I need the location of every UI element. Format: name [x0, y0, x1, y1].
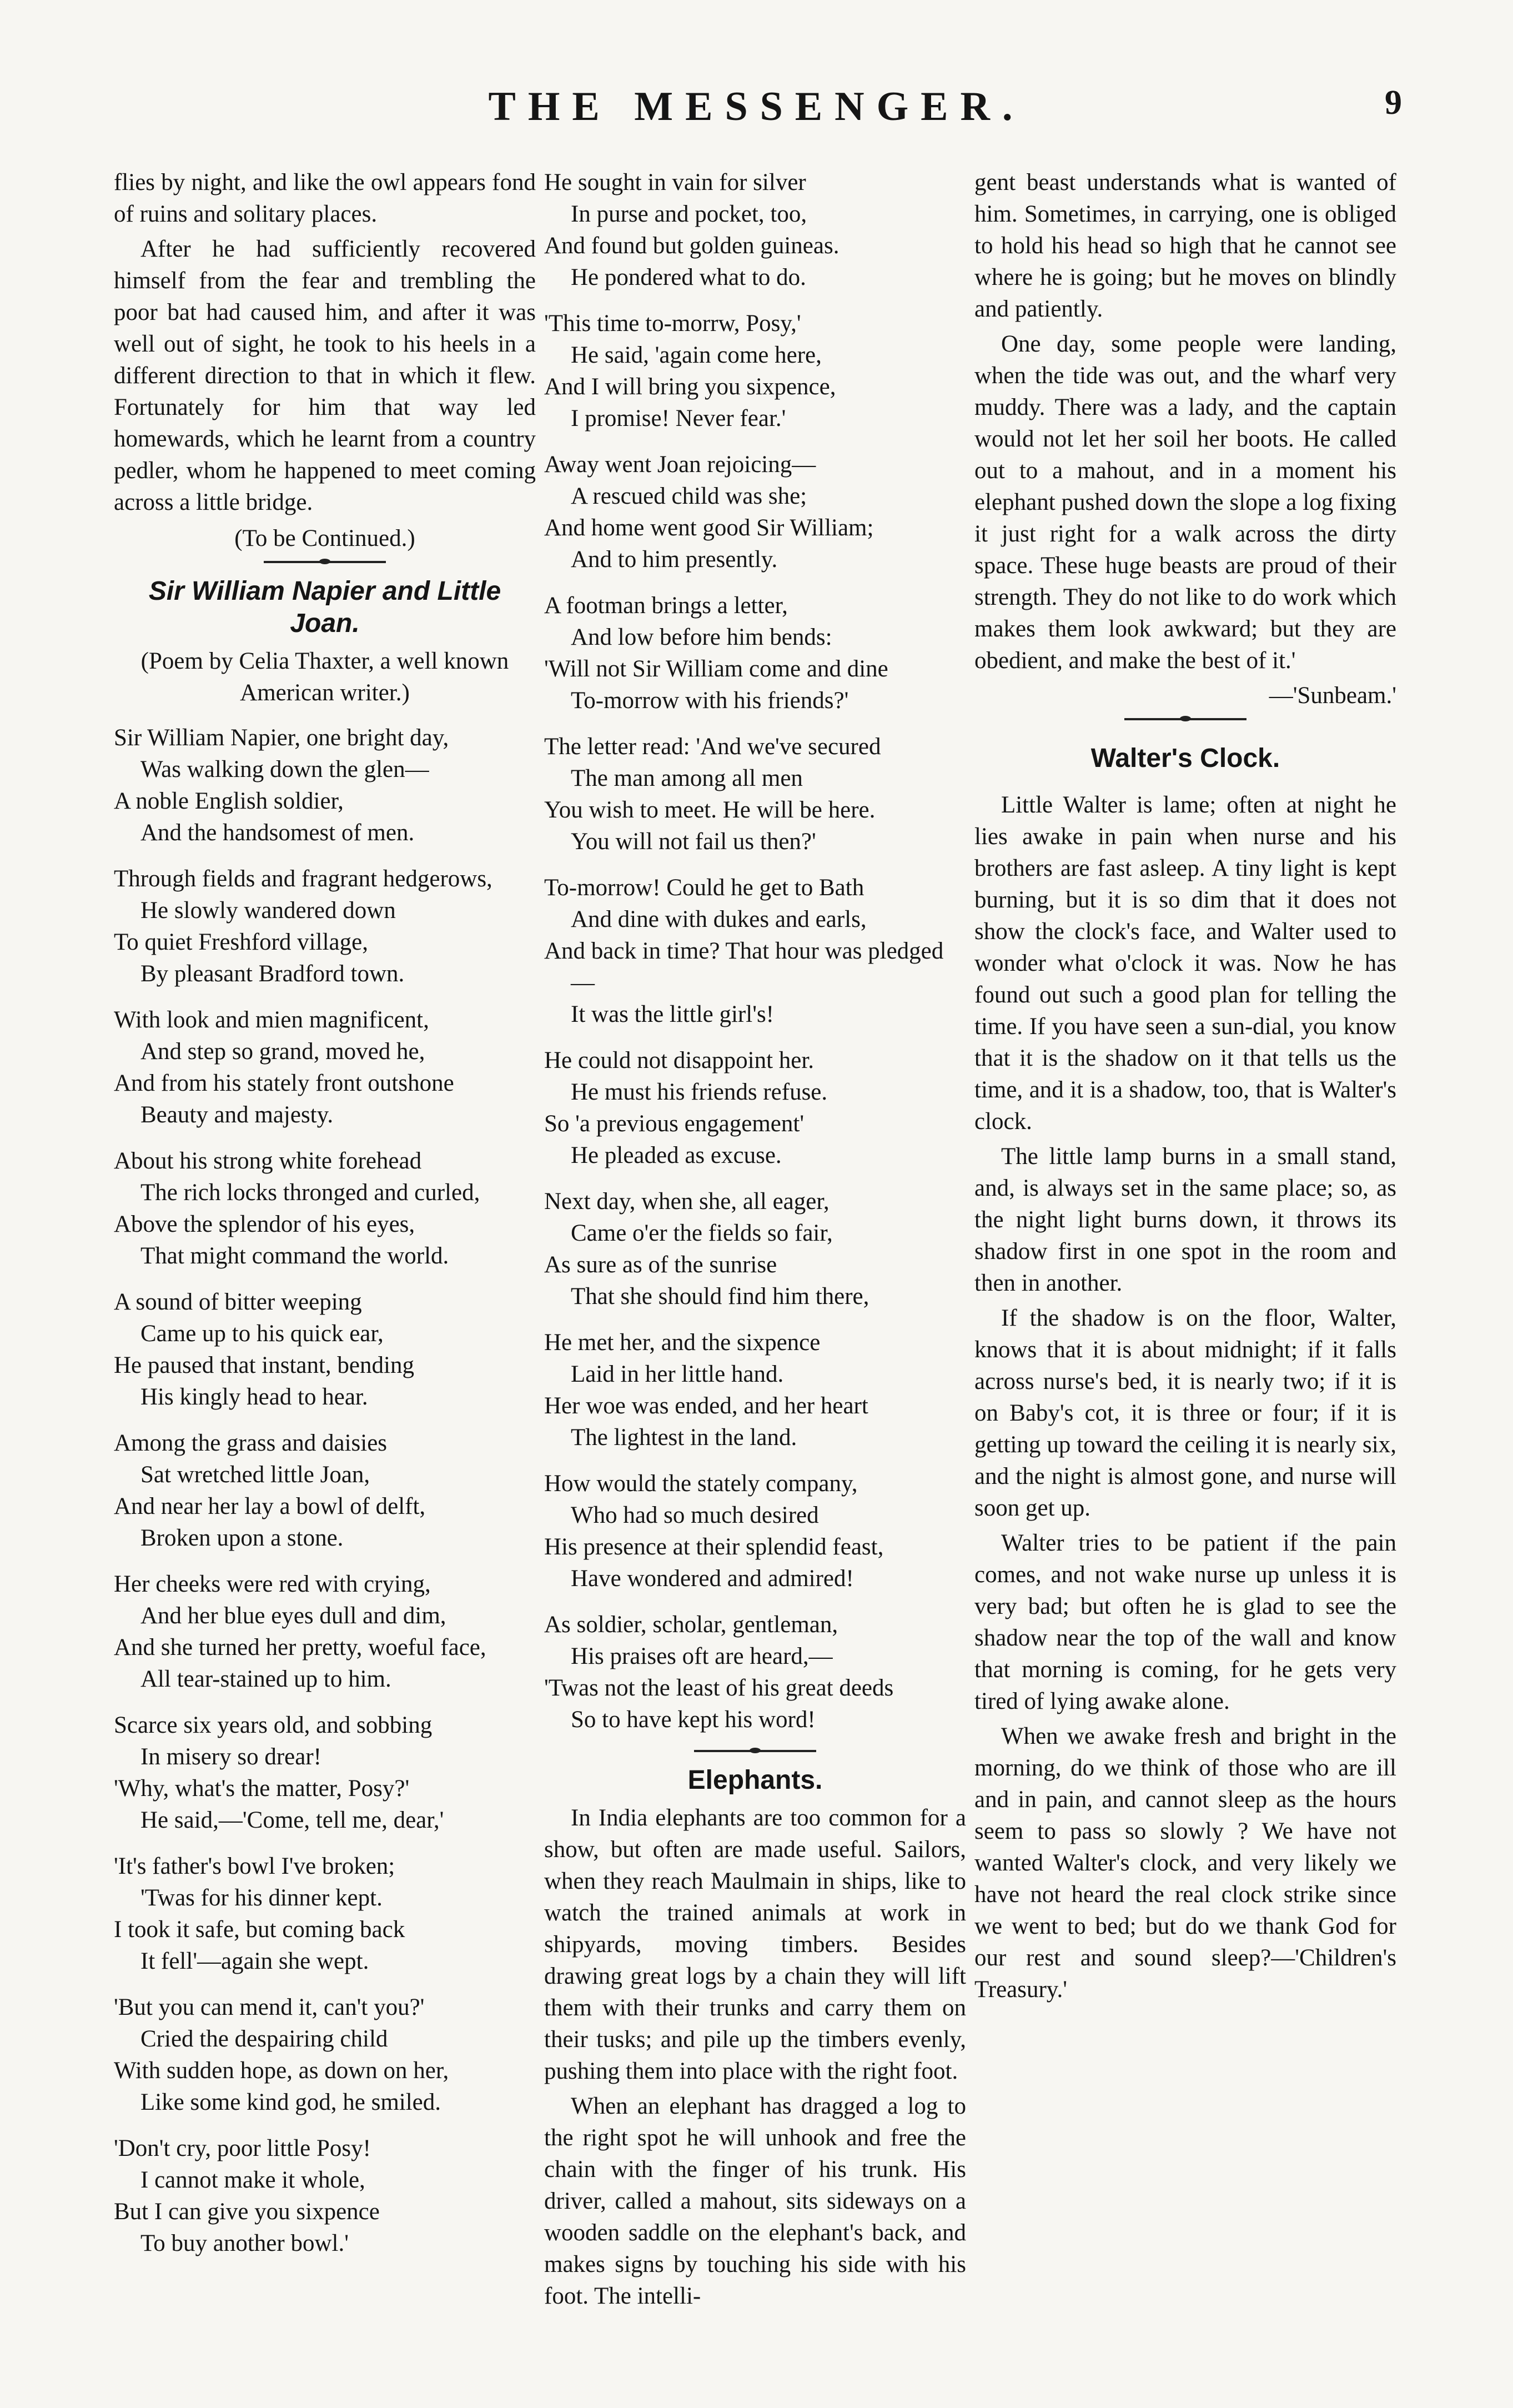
- poem-line: Scarce six years old, and sobbing: [114, 1712, 433, 1738]
- article-paragraph: If the shadow is on the floor, Walter, knows that it is about midnight; if it falls across nurse's bed, it is nearly two; if it is on Baby's cot, it is three or four; if it is getting up toward the ceiling it is nearly six, and the night is almost gone, and nurse will soon get up.: [974, 1305, 1396, 1521]
- poem-line: A noble English soldier,: [114, 788, 344, 814]
- column-1: [114, 167, 536, 2274]
- poem-line: He pleaded as excuse.: [571, 1142, 782, 1168]
- poem-line: His presence at their splendid feast,: [544, 1534, 884, 1560]
- poem-line: He met her, and the sixpence: [544, 1330, 821, 1356]
- poem-line: 'It's father's bowl I've broken;: [114, 1853, 395, 1879]
- article-paragraph: When an elephant has dragged a log to the right spot he will unhook and free the chain with the finger of his trunk. His driver, called a mahout, sits sideways on a wooden saddle on the elephant's back, and makes signs by touching his side with his foot. The intelli-: [544, 2093, 966, 2309]
- poem-line: Was walking down the glen—: [140, 756, 429, 782]
- poem-line: A footman brings a letter,: [544, 593, 788, 619]
- story-paragraph: After he had sufficiently recovered himself from the fear and trembling the poor bat had caused him, and after it was well out of sight, he took to his heels in a different direction to that in which it flew. Fortunately for him that way led homewards, which he learnt from a country pedler, whom he happened to meet coming across a little bridge.: [114, 236, 536, 515]
- poem-line: You wish to meet. He will be here.: [544, 797, 876, 823]
- poem-line: Her woe was ended, and her heart: [544, 1393, 868, 1419]
- poem-stanza: [544, 308, 966, 434]
- section-divider: [1124, 718, 1246, 720]
- poem-body: [114, 722, 536, 2259]
- poem-body-continued: [544, 167, 966, 1735]
- poem-line: He paused that instant, bending: [114, 1352, 414, 1378]
- poem-line: About his strong white forehead: [114, 1148, 422, 1174]
- article-paragraph: The little lamp burns in a small stand, and, is always set in the same place; so, as the night light burns down, it throws its shadow first in one spot in the room and then in another.: [974, 1143, 1396, 1296]
- poem-line: But I can give you sixpence: [114, 2199, 380, 2225]
- poem-stanza: [544, 1468, 966, 1594]
- section-divider: [694, 1750, 816, 1752]
- poem-stanza: [114, 1991, 536, 2118]
- article-title-elephants: Elephants.: [687, 1765, 823, 1795]
- poem-stanza: [544, 1609, 966, 1735]
- poem-line: Away went Joan rejoicing—: [544, 452, 816, 478]
- poem-line: All tear-stained up to him.: [140, 1666, 391, 1692]
- poem-line: Beauty and majesty.: [140, 1102, 334, 1128]
- poem-line: His kingly head to hear.: [140, 1384, 368, 1410]
- poem-line: By pleasant Bradford town.: [140, 961, 405, 987]
- poem-stanza: [114, 1709, 536, 1836]
- poem-line: 'Twas for his dinner kept.: [140, 1885, 383, 1911]
- poem-line: Cried the despairing child: [140, 2026, 388, 2052]
- poem-line: 'This time to-morrw, Posy,': [544, 310, 801, 337]
- poem-stanza: [114, 1568, 536, 1695]
- poem-line: With sudden hope, as down on her,: [114, 2058, 449, 2084]
- section-divider: [264, 561, 386, 563]
- poem-line: I promise! Never fear.': [571, 405, 786, 432]
- poem-line: The man among all men: [571, 765, 803, 791]
- poem-stanza: [114, 1850, 536, 1977]
- poem-line: And low before him bends:: [571, 624, 832, 650]
- poem-line: It was the little girl's!: [571, 1001, 775, 1027]
- poem-stanza: [544, 167, 966, 293]
- poem-line: I took it safe, but coming back: [114, 1917, 405, 1943]
- poem-stanza: [114, 1004, 536, 1131]
- poem-line: 'Don't cry, poor little Posy!: [114, 2135, 371, 2161]
- poem-line: Who had so much desired: [571, 1502, 819, 1528]
- to-be-continued: (To be Continued.): [234, 525, 415, 551]
- poem-line: And the handsomest of men.: [140, 820, 415, 846]
- article-paragraph: One day, some people were landing, when the tide was out, and the wharf very muddy. There was a lady, and the captain would not let her soil her boots. He called out to a mahout, and in a moment his elephant pushed down the slope a log fixing it just right for a walk across the dirty space. These huge beasts are proud of their strength. They do not like to do work which makes them look awkward; but they are obedient, and make the best of it.': [974, 331, 1396, 674]
- poem-line: He said,—'Come, tell me, dear,': [140, 1807, 444, 1833]
- poem-line: He slowly wandered down: [140, 897, 396, 924]
- poem-line: And she turned her pretty, woeful face,: [114, 1634, 486, 1660]
- poem-line: And I will bring you sixpence,: [544, 374, 836, 400]
- poem-line: To-morrow! Could he get to Bath: [544, 875, 864, 901]
- poem-line: Broken upon a stone.: [140, 1525, 344, 1551]
- poem-line: And home went good Sir William;: [544, 515, 874, 541]
- poem-line: 'Will not Sir William come and dine: [544, 656, 888, 682]
- poem-line: A sound of bitter weeping: [114, 1289, 362, 1315]
- poem-line: With look and mien magnificent,: [114, 1007, 429, 1033]
- poem-line: And from his stately front outshone: [114, 1070, 454, 1096]
- poem-line: Have wondered and admired!: [571, 1566, 854, 1592]
- article-title-walters-clock: Walter's Clock.: [1090, 744, 1280, 773]
- poem-line: In misery so drear!: [140, 1744, 321, 1770]
- poem-line: As sure as of the sunrise: [544, 1252, 777, 1278]
- running-head: THE MESSENGER.: [488, 84, 1025, 129]
- poem-line: It fell'—again she wept.: [140, 1948, 369, 1974]
- poem-line: The letter read: 'And we've secured: [544, 734, 881, 760]
- poem-line: A rescued child was she;: [571, 483, 807, 509]
- poem-line: So 'a previous engagement': [544, 1111, 805, 1137]
- poem-stanza: [114, 863, 536, 990]
- poem-stanza: [544, 731, 966, 857]
- article-source: —'Sunbeam.': [1269, 683, 1396, 709]
- poem-line: I cannot make it whole,: [140, 2167, 365, 2193]
- poem-line: 'But you can mend it, can't you?': [114, 1994, 425, 2020]
- poem-stanza: [114, 1286, 536, 1413]
- poem-line: To-morrow with his friends?': [571, 688, 849, 714]
- poem-line: He sought in vain for silver: [544, 169, 806, 195]
- poem-line: 'Twas not the least of his great deeds: [544, 1675, 894, 1701]
- poem-line: Above the splendor of his eyes,: [114, 1211, 415, 1237]
- poem-stanza: [544, 449, 966, 575]
- poem-note: (Poem by Celia Thaxter, a well known American writer.): [140, 648, 509, 706]
- poem-line: He pondered what to do.: [571, 264, 806, 290]
- poem-line: And back in time? That hour was pledged—: [544, 938, 944, 996]
- article-paragraph: gent beast understands what is wanted of him. Sometimes, in carrying, one is obliged to hold his head so high that he cannot see where he is going; but he moves on blindly and patiently.: [974, 169, 1396, 322]
- poem-line: Her cheeks were red with crying,: [114, 1571, 431, 1597]
- poem-stanza: [544, 1327, 966, 1453]
- poem-line: The lightest in the land.: [571, 1424, 797, 1451]
- poem-line: Sat wretched little Joan,: [140, 1462, 370, 1488]
- poem-line: He could not disappoint her.: [544, 1047, 815, 1073]
- poem-line: How would the stately company,: [544, 1471, 858, 1497]
- poem-line: Like some kind god, he smiled.: [140, 2089, 441, 2115]
- column-2: [544, 167, 966, 2315]
- poem-line: And step so grand, moved he,: [140, 1039, 425, 1065]
- poem-line: So to have kept his word!: [571, 1707, 816, 1733]
- poem-line: Among the grass and daisies: [114, 1430, 388, 1456]
- article-paragraph: When we awake fresh and bright in the morning, do we think of those who are ill and in pain, and cannot sleep as the hours seem to pass so slowly ? We have not wanted Walter's clock, and very likely we have not heard the real clock strike since we went to bed; but do we thank God for our rest and sound sleep?—'Children's Treasury.': [974, 1723, 1396, 2003]
- poem-line: That she should find him there,: [571, 1283, 869, 1310]
- poem-stanza: [114, 1427, 536, 1554]
- poem-line: And found but golden guineas.: [544, 233, 840, 259]
- poem-line: To quiet Freshford village,: [114, 929, 368, 955]
- poem-line: 'Why, what's the matter, Posy?': [114, 1775, 410, 1802]
- poem-line: Came o'er the fields so fair,: [571, 1220, 833, 1246]
- poem-line: Sir William Napier, one bright day,: [114, 725, 449, 751]
- article-paragraph: In India elephants are too common for a show, but often are made useful. Sailors, when they reach Maulmain in ships, like to watch the trained animals at work in shipyards, moving timbers. Besides drawing great logs by a chain they will lift them with their trunks and carry them on their tusks; and pile up the timbers evenly, pushing them into place with the right foot.: [544, 1805, 966, 2084]
- poem-stanza: [114, 2133, 536, 2259]
- poem-line: The rich locks thronged and curled,: [140, 1180, 480, 1206]
- story-paragraph: flies by night, and like the owl appears fond of ruins and solitary places.: [114, 169, 536, 227]
- article-paragraph: Little Walter is lame; often at night he lies awake in pain when nurse and his brothers are fast asleep. A tiny light is kept burning, but it is so dim that it does not show the clock's face, and Walter used to wonder what o'clock it was. Now he has found out such a good plan for telling the time. If you have seen a sun-dial, you know that it is the shadow on it that tells us the time, and it is a shadow, too, that is Walter's clock.: [974, 792, 1396, 1135]
- poem-stanza: [114, 1145, 536, 1272]
- poem-line: You will not fail us then?': [571, 829, 816, 855]
- poem-line: And dine with dukes and earls,: [571, 906, 867, 932]
- poem-line: Next day, when she, all eager,: [544, 1188, 830, 1215]
- poem-line: His praises oft are heard,—: [571, 1643, 833, 1669]
- poem-line: And to him presently.: [571, 546, 778, 573]
- poem-stanza: [114, 722, 536, 849]
- poem-stanza: [544, 1045, 966, 1171]
- poem-line: He must his friends refuse.: [571, 1079, 828, 1105]
- poem-stanza: [544, 1186, 966, 1312]
- page-number: 9: [1385, 84, 1402, 122]
- poem-line: And near her lay a bowl of delft,: [114, 1493, 426, 1519]
- poem-line: Laid in her little hand.: [571, 1361, 784, 1387]
- poem-title: Sir William Napier and Little Joan.: [148, 576, 501, 638]
- article-paragraph: Walter tries to be patient if the pain comes, and not wake nurse up unless it is very bad; but often he is glad to see the shadow near the top of the wall and know that morning is coming, for he gets very tired of lying awake alone.: [974, 1530, 1396, 1714]
- poem-stanza: [544, 872, 966, 1030]
- poem-stanza: [544, 590, 966, 716]
- poem-line: He said, 'again come here,: [571, 342, 822, 368]
- poem-line: As soldier, scholar, gentleman,: [544, 1612, 838, 1638]
- poem-line: In purse and pocket, too,: [571, 201, 807, 227]
- column-3: [974, 167, 1396, 2009]
- poem-line: Through fields and fragrant hedgerows,: [114, 866, 492, 892]
- poem-line: And her blue eyes dull and dim,: [140, 1603, 446, 1629]
- poem-line: That might command the world.: [140, 1243, 449, 1269]
- poem-line: To buy another bowl.': [140, 2230, 349, 2256]
- poem-line: Came up to his quick ear,: [140, 1321, 384, 1347]
